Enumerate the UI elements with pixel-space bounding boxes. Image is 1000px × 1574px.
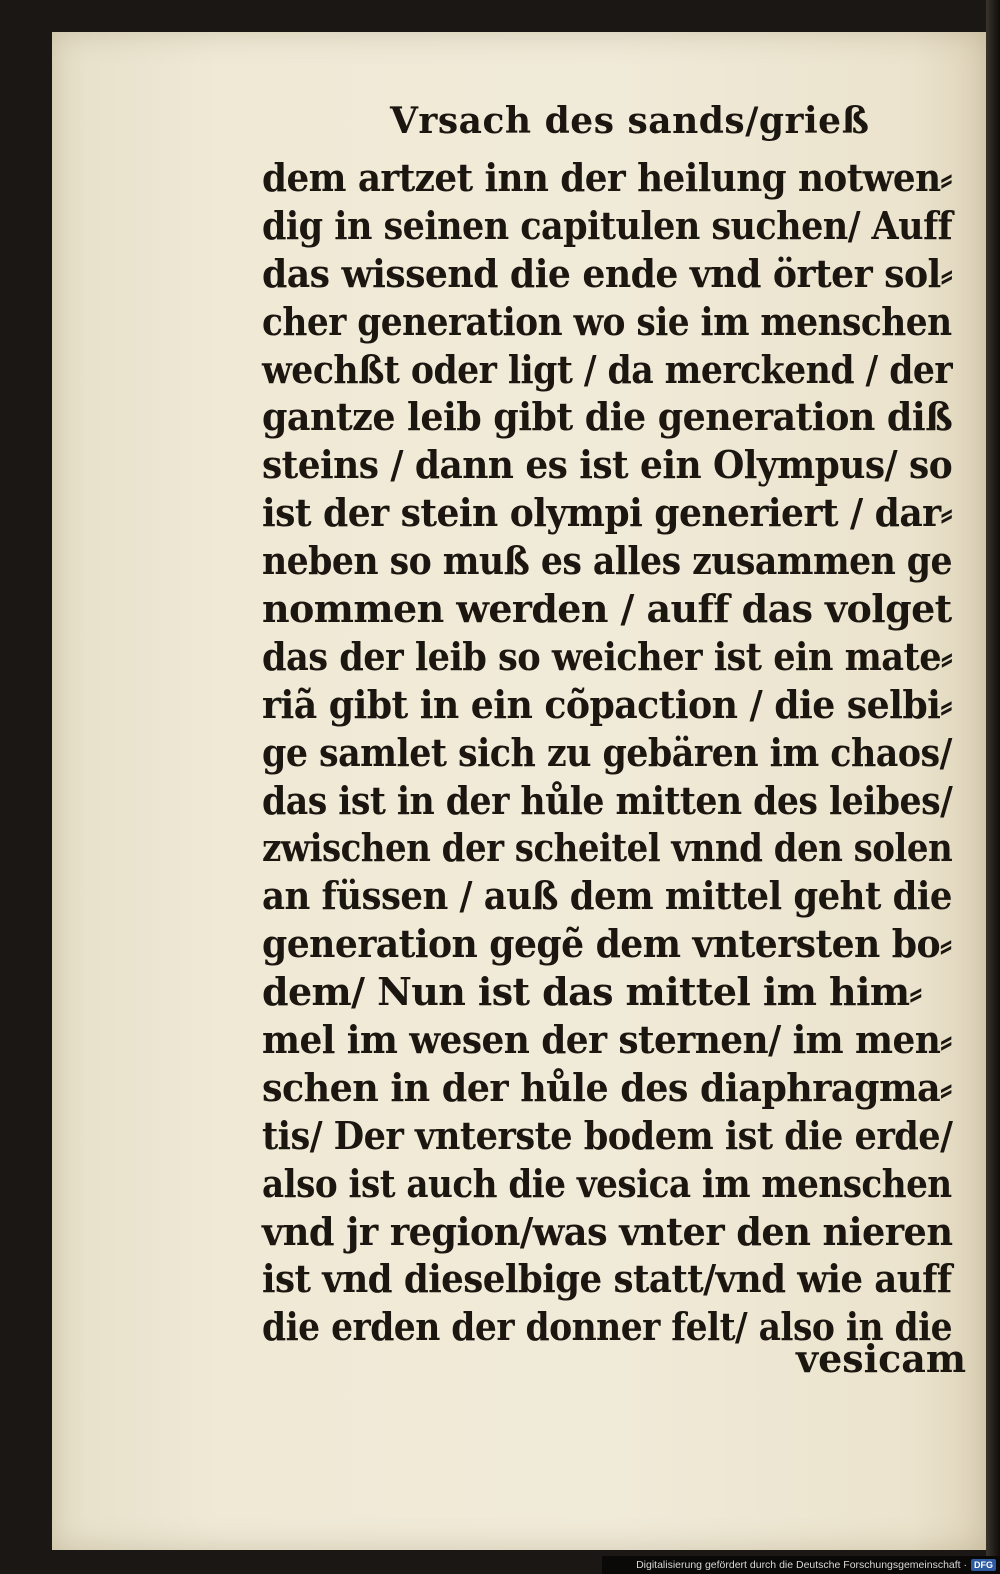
text-line: ist vnd dieselbige statt/vnd wie auff xyxy=(262,1256,952,1302)
catchword: vesicam xyxy=(796,1336,967,1381)
text-line: ge samlet sich zu gebären im chaos/ xyxy=(262,729,952,775)
text-line: das der leib so weicher ist ein mate⸗ xyxy=(262,633,953,679)
text-line: schen in der hůle des diaphragma⸗ xyxy=(262,1064,952,1110)
text-line: gantze leib gibt die generation diß xyxy=(262,394,953,440)
text-line: cher generation wo sie im menschen xyxy=(262,298,952,344)
dfg-logo-icon: DFG xyxy=(971,1559,996,1571)
text-line: zwischen der scheitel vnnd den solen xyxy=(262,825,953,871)
text-line: nommen werden / auff das volget xyxy=(262,586,952,632)
text-line: dem artzet inn der heilung notwen⸗ xyxy=(262,155,952,200)
text-line: wechßt oder ligt / da merckend / der xyxy=(262,346,953,392)
running-heading: Vrsach des sands/grieß xyxy=(390,100,870,142)
text-line: mel im wesen der sternen/ im men⸗ xyxy=(262,1017,952,1063)
text-line: das ist in der hůle mitten des leibes/ xyxy=(262,777,953,823)
digitization-footer xyxy=(602,1556,1000,1574)
text-line: ist der stein olympi generiert / dar⸗ xyxy=(262,490,953,536)
text-line: die erden der donner felt/ also in die xyxy=(262,1304,953,1350)
text-line: riã gibt in ein cõpaction / die selbi⸗ xyxy=(262,681,952,727)
book-spine xyxy=(986,0,1000,1574)
text-line: dem/ Nun ist das mittel im him⸗ xyxy=(262,969,922,1015)
text-line: tis/ Der vnterste bodem ist die erde/ xyxy=(262,1112,953,1158)
funding-notice: Digitalisierung gefördert durch die Deutsche Forschungsgemeinschaft · xyxy=(636,1559,967,1571)
text-line: generation gegẽ dem vntersten bo⸗ xyxy=(262,921,952,967)
text-line: dig in seinen capitulen suchen/ Auff xyxy=(262,202,953,248)
text-block xyxy=(262,154,952,1351)
text-line: an füssen / auß dem mittel geht die xyxy=(262,873,952,919)
text-line: neben so muß es alles zusammen ge xyxy=(262,538,953,584)
text-line: vnd jr region/was vnter den nieren xyxy=(262,1208,953,1254)
text-line: also ist auch die vesica im menschen xyxy=(262,1160,952,1206)
text-line: das wissend die ende vnd örter sol⸗ xyxy=(262,250,953,296)
text-line: steins / dann es ist ein Olympus/ so xyxy=(262,442,953,488)
